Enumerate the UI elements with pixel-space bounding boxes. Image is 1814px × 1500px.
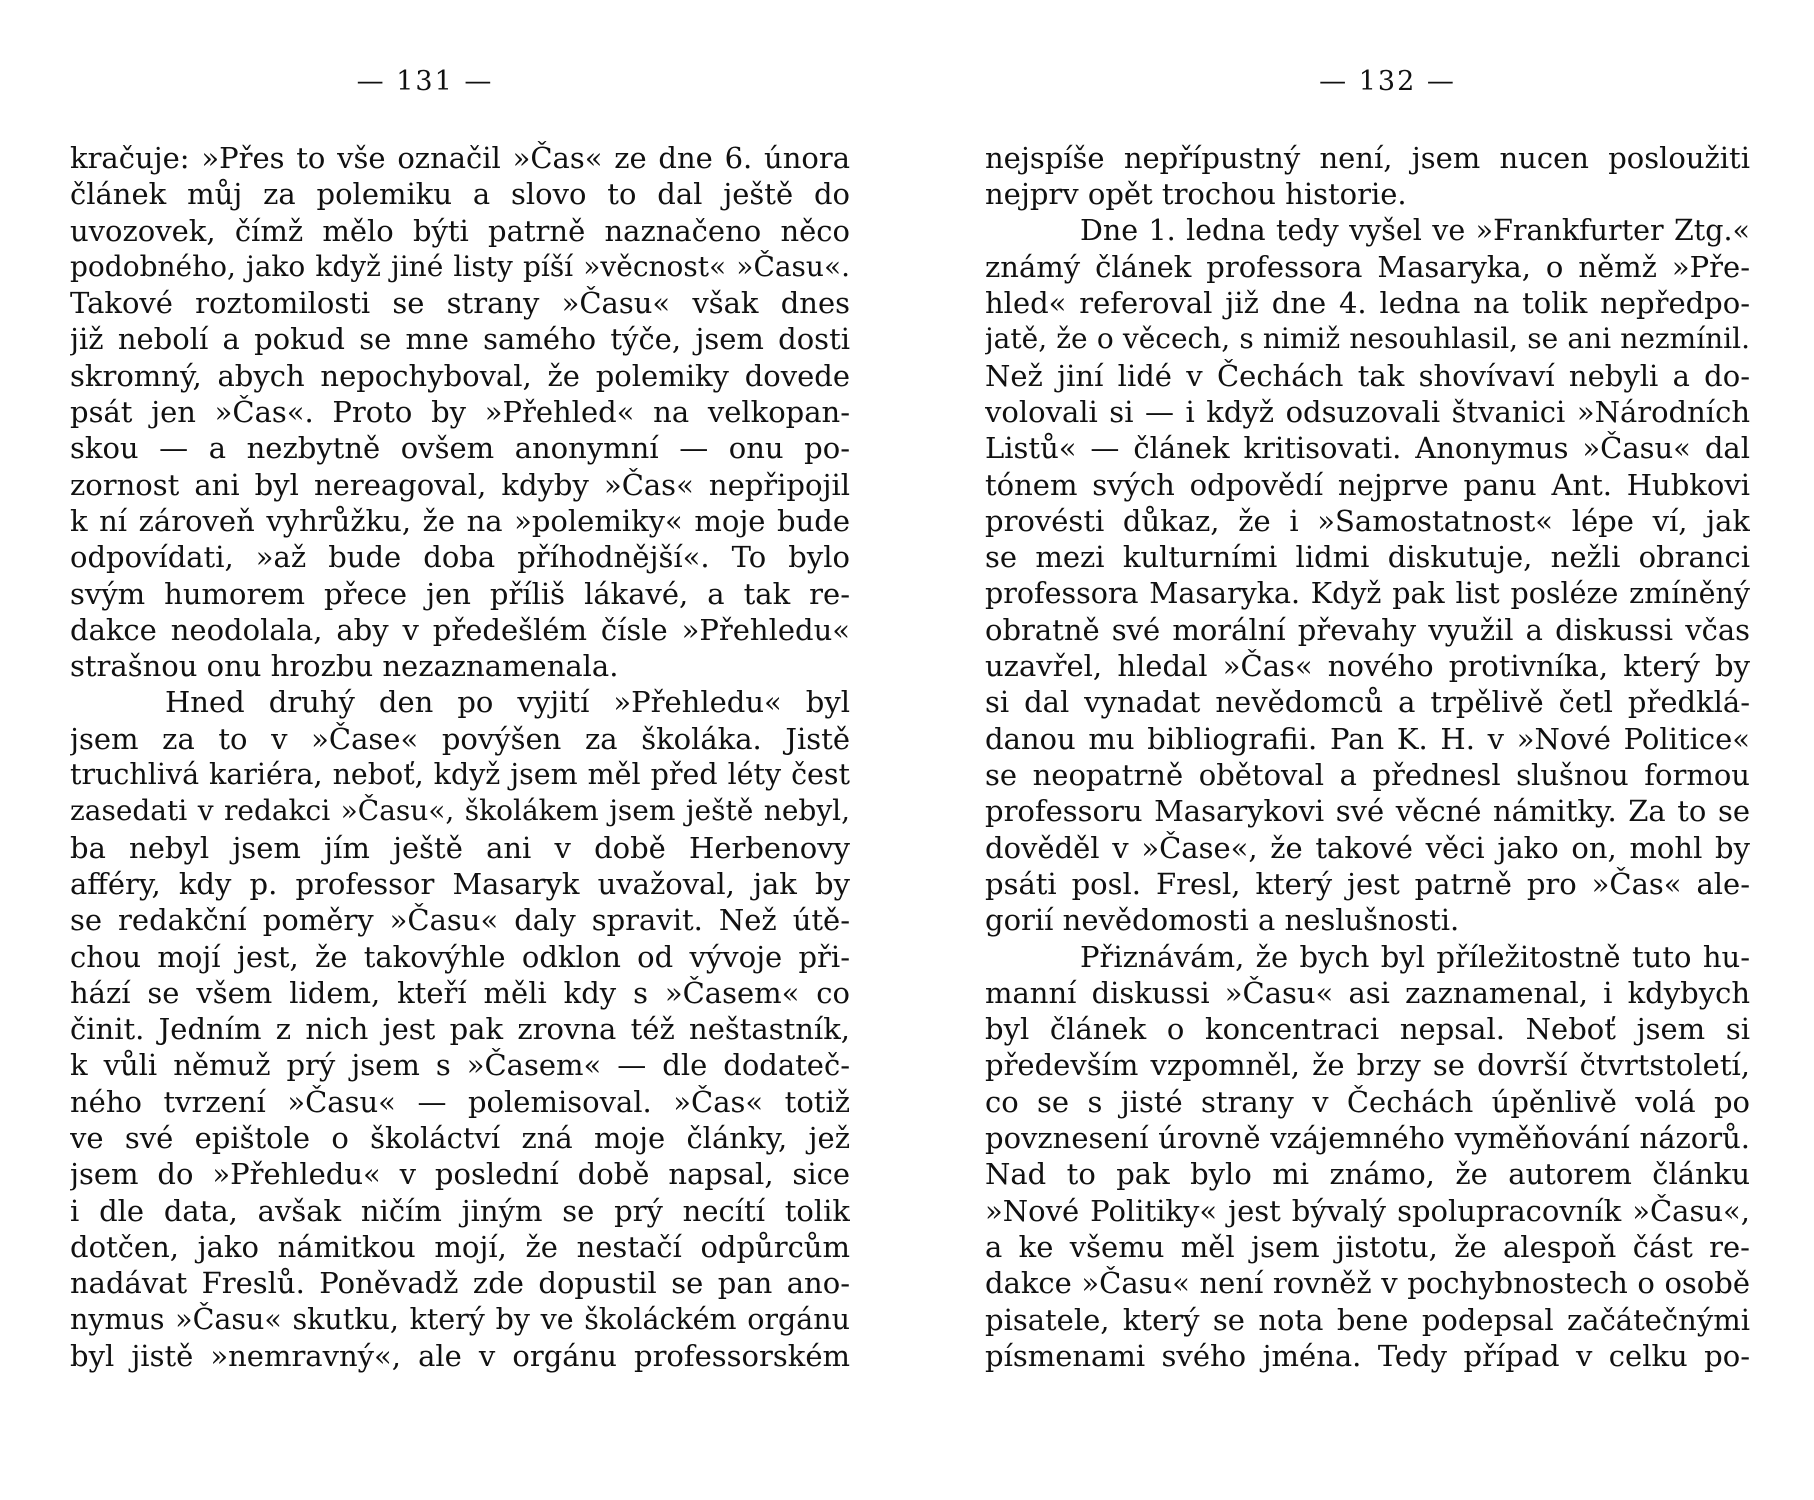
text-line: byl jistě »nemravný«, ale v orgánu professorském <box>70 1338 850 1373</box>
text-line: zasedati v redakci »Času«, školákem jsem ještě nebyl, <box>70 794 850 828</box>
text-line: se neopatrně obětoval a přednesl slušnou formou <box>985 758 1750 793</box>
text-line: i dle data, avšak ničím jiným se prý necítí tolik <box>70 1193 850 1228</box>
text-line: se mezi kulturními lidmi diskutuje, nežli obranci <box>985 540 1750 575</box>
text-line: známý článek professora Masaryka, o němž »Pře- <box>985 249 1750 284</box>
text-line: jsem do »Přehledu« v poslední době napsal, sice <box>70 1157 850 1192</box>
text-line: obratně své morální převahy využil a diskussi včas <box>985 612 1750 647</box>
text-line: afféry, kdy p. professor Masaryk uvažoval, jak by <box>70 866 850 901</box>
text-line: uvozovek, čímž mělo býti patrně naznačeno něco <box>70 213 850 248</box>
left-page <box>70 0 850 1500</box>
text-line: ného tvrzení »Času« — polemisoval. »Čas« totiž <box>70 1084 850 1119</box>
text-line: hled« referoval již dne 4. ledna na tolik nepředpo- <box>985 286 1750 321</box>
text-line: článek můj za polemiku a slovo to dal ještě do <box>70 177 850 212</box>
text-line: byl článek o koncentraci nepsal. Neboť jsem si <box>985 1012 1750 1047</box>
text-line: dověděl v »Čase«, že takové věci jako on, mohl by <box>985 830 1750 865</box>
text-line: jsem za to v »Čase« povýšen za školáka. Jistě <box>70 721 850 756</box>
text-line: činit. Jedním z nich jest pak zrovna též neštastník, <box>70 1012 850 1047</box>
text-line: truchlivá kariéra, neboť, když jsem měl před léty čest <box>70 758 850 792</box>
text-line: jatě, že o věcech, s nimiž nesouhlasil, se ani nezmínil. <box>985 322 1750 356</box>
text-line: danou mu bibliografii. Pan K. H. v »Nové Politice« <box>985 721 1750 756</box>
text-line: písmenami svého jména. Tedy případ v celku po- <box>985 1338 1750 1373</box>
text-line: dakce neodolala, aby v předešlém čísle »Přehledu« <box>70 612 850 647</box>
right-page <box>985 0 1750 1500</box>
text-line: Nad to pak bylo mi známo, že autorem článku <box>985 1157 1750 1192</box>
text-line: psáti posl. Fresl, který jest patrně pro »Čas« ale- <box>985 866 1750 901</box>
text-line: pisatele, který se nota bene podepsal začátečnými <box>985 1302 1750 1337</box>
text-line: k ní zároveň vyhrůžku, že na »polemiky« moje bude <box>70 503 850 538</box>
text-line: povznesení úrovně vzájemného vyměňování názorů. <box>985 1121 1750 1156</box>
text-line: Listů« — článek kritisovati. Anonymus »Času« dal <box>985 431 1750 466</box>
text-line: nejprv opět trochou historie. <box>985 177 1407 212</box>
text-line: nadávat Freslů. Poněvadž zde dopustil se pan ano- <box>70 1266 850 1301</box>
left-page-text <box>70 140 850 1374</box>
text-line: co se s jisté strany v Čechách úpěnlivě volá po <box>985 1084 1750 1119</box>
text-line: hází se všem lidem, kteří měli kdy s »Časem« co <box>70 975 850 1010</box>
text-line: ba nebyl jsem jím ještě ani v době Herbenovy <box>70 830 850 865</box>
text-line: professora Masaryka. Když pak list posléze zmíněný <box>985 576 1750 610</box>
text-line: Než jiní lidé v Čechách tak shovívaví nebyli a do- <box>985 358 1750 393</box>
text-line: tónem svých odpovědí nejprve panu Ant. Hubkovi <box>985 467 1750 502</box>
text-line: provésti důkaz, že i »Samostatnost« lépe ví, jak <box>985 503 1750 538</box>
text-line: již nebolí a pokud se mne samého týče, jsem dosti <box>70 322 850 357</box>
text-line: Dne 1. ledna tedy vyšel ve »Frankfurter Ztg.« <box>1080 213 1750 247</box>
text-line: Přiznávám, že bych byl příležitostně tuto hu- <box>1080 939 1750 974</box>
text-line: si dal vynadat nevědomců a trpělivě četl předklá- <box>985 685 1750 720</box>
text-line: kračuje: »Přes to vše označil »Čas« ze dne 6. února <box>70 141 850 175</box>
text-line: strašnou onu hrozbu nezaznamenala. <box>70 649 619 684</box>
text-line: nejspíše nepřípustný není, jsem nucen posloužiti <box>985 141 1750 175</box>
text-line: volovali si — i když odsuzovali štvanici »Národních <box>985 395 1750 430</box>
text-line: dotčen, jako námitkou mojí, že nestačí odpůrcům <box>70 1229 850 1264</box>
text-line: podobného, jako když jiné listy píší »věcnost« »Času«. <box>70 249 850 283</box>
text-line: dakce »Času« není rovněž v pochybnostech o osobě <box>985 1266 1750 1301</box>
text-line: manní diskussi »Času« asi zaznamenal, i kdybych <box>985 975 1750 1010</box>
text-line: svým humorem přece jen příliš lákavé, a tak re- <box>70 576 850 611</box>
text-line: Hned druhý den po vyjití »Přehledu« byl <box>165 685 850 720</box>
text-line: a ke všemu měl jsem jistotu, že alespoň část re- <box>985 1229 1750 1264</box>
text-line: gorií nevědomosti a neslušnosti. <box>985 903 1460 938</box>
text-line: zornost ani byl nereagoval, kdyby »Čas« nepřipojil <box>70 467 850 502</box>
text-line: skromný, abych nepochyboval, že polemiky dovede <box>70 358 850 393</box>
text-line: chou mojí jest, že takovýhle odklon od vývoje při- <box>70 939 850 974</box>
text-line: nymus »Času« skutku, který by ve školáckém orgánu <box>70 1302 850 1336</box>
text-line: se redakční poměry »Času« daly spravit. Než útě- <box>70 903 850 938</box>
text-line: skou — a nezbytně ovšem anonymní — onu po- <box>70 431 850 466</box>
page-number-left: — 131 — <box>356 66 494 97</box>
text-line: professoru Masarykovi své věcné námitky. Za to se <box>985 794 1750 829</box>
text-line: »Nové Politiky« jest bývalý spolupracovník »Času«, <box>985 1193 1750 1228</box>
right-page-text <box>985 140 1750 1374</box>
text-line: psát jen »Čas«. Proto by »Přehled« na velkopan- <box>70 395 850 430</box>
page-number-right: — 132 — <box>1319 66 1456 97</box>
text-line: uzavřel, hledal »Čas« nového protivníka, který by <box>985 649 1750 684</box>
text-line: především vzpomněl, že brzy se dovrší čtvrtstoletí, <box>985 1048 1750 1083</box>
text-line: ve své epištole o školáctví zná moje články, jež <box>70 1121 850 1156</box>
text-line: odpovídati, »až bude doba příhodnější«. To bylo <box>70 540 850 575</box>
text-line: k vůli němuž prý jsem s »Časem« — dle dodateč- <box>70 1048 850 1083</box>
text-line: Takové roztomilosti se strany »Času« však dnes <box>70 286 850 321</box>
